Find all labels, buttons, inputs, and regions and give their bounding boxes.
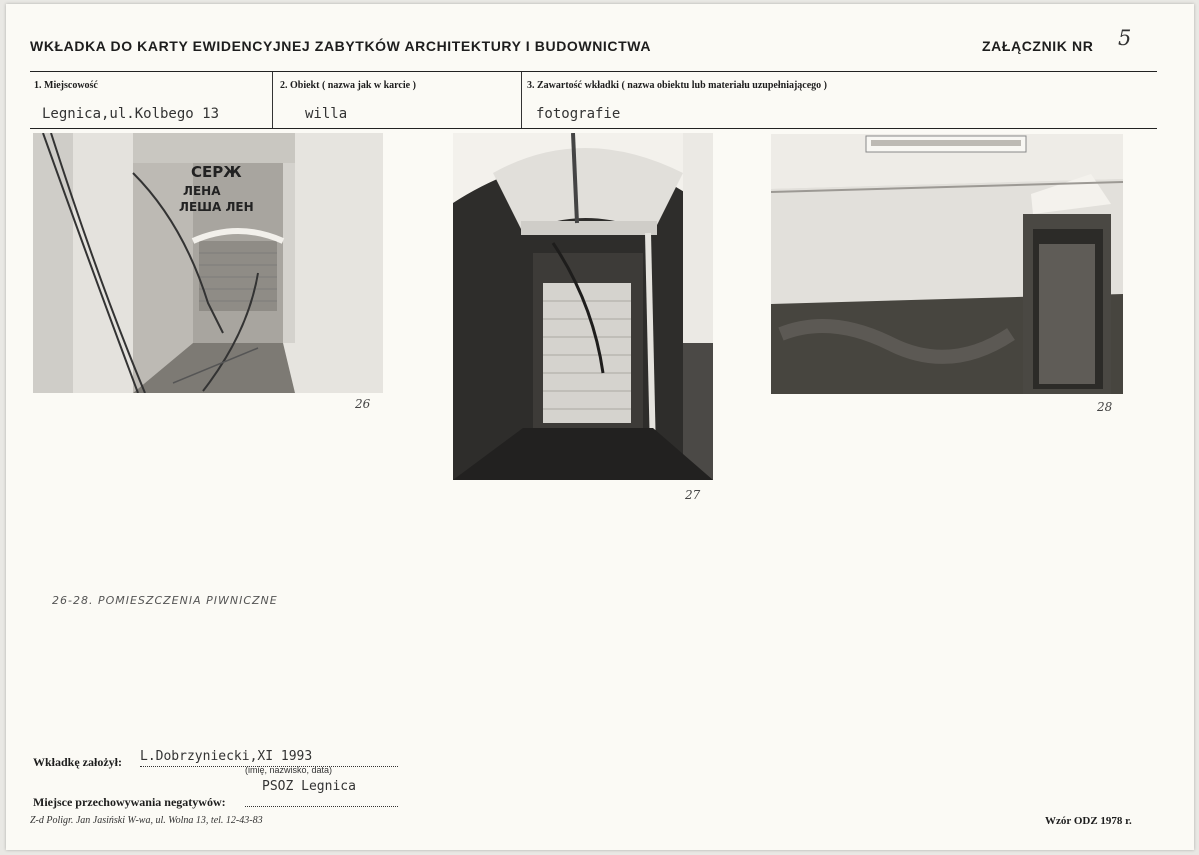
- graffiti-line-2: ЛЕНА: [183, 184, 221, 198]
- content-label: 3. Zawartość wkładki ( nazwa obiektu lub materiału uzupełniającego ): [527, 80, 828, 91]
- photo-caption: 26-28. POMIESZCZENIA PIWNICZNE: [52, 594, 278, 607]
- graffiti-line-1: СЕРЖ: [191, 163, 242, 181]
- storage-dotline: [245, 806, 398, 807]
- locality-value: Legnica,ul.Kolbego 13: [42, 106, 220, 122]
- document-title: WKŁADKA DO KARTY EWIDENCYJNEJ ZABYTKÓW ARCHITEKTURY I BUDOWNICTWA: [30, 38, 652, 54]
- photo-26-number: 26: [355, 397, 371, 411]
- object-value: willa: [305, 106, 348, 122]
- photo-28: [771, 134, 1123, 394]
- object-label: 2. Obiekt ( nazwa jak w karcie ): [280, 80, 416, 91]
- field-divider-2: [521, 72, 522, 128]
- photo-28-number: 28: [1097, 400, 1113, 414]
- annex-label: ZAŁĄCZNIK NR: [982, 38, 1094, 54]
- storage-value: PSOZ Legnica: [262, 779, 356, 794]
- founder-label: Wkładkę założył:: [33, 755, 122, 769]
- founder-hint: (imię, nazwisko, data): [245, 765, 333, 775]
- header-rule-top: [30, 71, 1157, 72]
- header-rule-bottom: [30, 128, 1157, 129]
- graffiti-line-3: ЛЕША ЛЕН: [179, 200, 254, 214]
- annex-number: 5: [1118, 26, 1132, 50]
- printer-imprint: Z-d Poligr. Jan Jasiński W-wa, ul. Wolna 13, tel. 12-43-83: [30, 815, 263, 826]
- storage-label: Miejsce przechowywania negatywów:: [33, 795, 226, 809]
- photo-27-number: 27: [685, 488, 701, 502]
- locality-label: 1. Miejscowość: [34, 80, 98, 91]
- photo-27: [453, 133, 713, 480]
- content-value: fotografie: [536, 106, 621, 122]
- form-model: Wzór ODZ 1978 r.: [1045, 815, 1132, 827]
- field-divider-1: [272, 72, 273, 128]
- founder-value: L.Dobrzyniecki,XI 1993: [140, 749, 313, 764]
- photo-26: [33, 133, 383, 393]
